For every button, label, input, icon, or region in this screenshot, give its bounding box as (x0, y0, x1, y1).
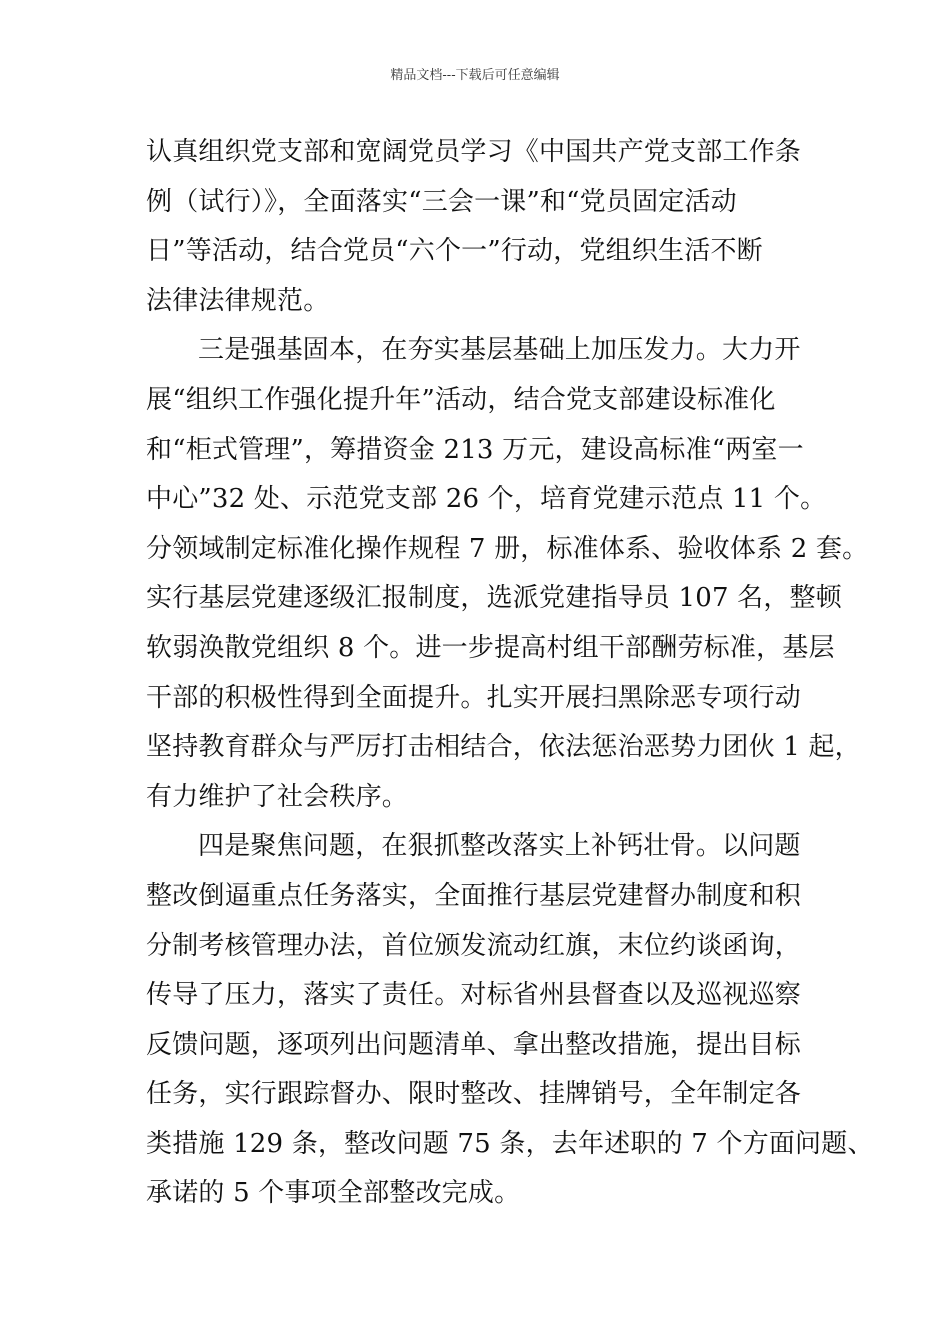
text-line: 和“柜式管理”，筹措资金 213 万元，建设高标准“两室一 (146, 434, 804, 465)
text-line: 实行基层党建逐级汇报制度，选派党建指导员 107 名，整顿 (146, 583, 842, 614)
text-line: 任务，实行跟踪督办、限时整改、挂牌销号，全年制定各 (146, 1079, 802, 1110)
text-line: 展“组织工作强化提升年”活动，结合党支部建设标准化 (146, 384, 776, 415)
text-line: 承诺的 5 个事项全部整改完成。 (146, 1178, 521, 1209)
paragraph-start-line: 四是聚焦问题，在狠抓整改落实上补钙壮骨。以问题 (198, 831, 801, 862)
text-line: 法律法律规范。 (146, 285, 330, 316)
paragraph-start-line: 三是强基固本，在夯实基层基础上加压发力。大力开 (198, 335, 801, 366)
text-line: 干部的积极性得到全面提升。扎实开展扫黑除恶专项行动 (146, 682, 802, 713)
text-line: 反馈问题，逐项列出问题清单、拿出整改措施，提出目标 (146, 1029, 802, 1060)
text-line: 整改倒逼重点任务落实，全面推行基层党建督办制度和积 (146, 880, 802, 911)
text-line: 坚持教育群众与严厉打击相结合，依法惩治恶势力团伙 1 起， (146, 732, 861, 763)
text-line: 分领域制定标准化操作规程 7 册，标准体系、验收体系 2 套。 (146, 533, 869, 564)
text-line: 有力维护了社会秩序。 (146, 781, 409, 812)
text-line: 认真组织党支部和宽阔党员学习《中国共产党支部工作条 (146, 137, 802, 167)
text-line: 传导了压力，落实了责任。对标省州县督查以及巡视巡察 (146, 980, 802, 1011)
text-line: 中心”32 处、示范党支部 26 个，培育党建示范点 11 个。 (146, 484, 827, 515)
text-line: 软弱涣散党组织 8 个。进一步提高村组干部酬劳标准，基层 (146, 632, 835, 663)
text-line: 日”等活动，结合党员“六个一”行动，党组织生活不断 (146, 236, 763, 267)
document-body (146, 128, 874, 1219)
text-line: 分制考核管理办法，首位颁发流动红旗，末位约谈函询， (146, 930, 802, 961)
page-header: 精品文档---下载后可任意编辑 (390, 68, 560, 83)
text-line: 类措施 129 条，整改问题 75 条，去年述职的 7 个方面问题、 (146, 1128, 874, 1159)
text-line: 例（试行）》，全面落实“三会一课”和“党员固定活动 (146, 186, 737, 217)
